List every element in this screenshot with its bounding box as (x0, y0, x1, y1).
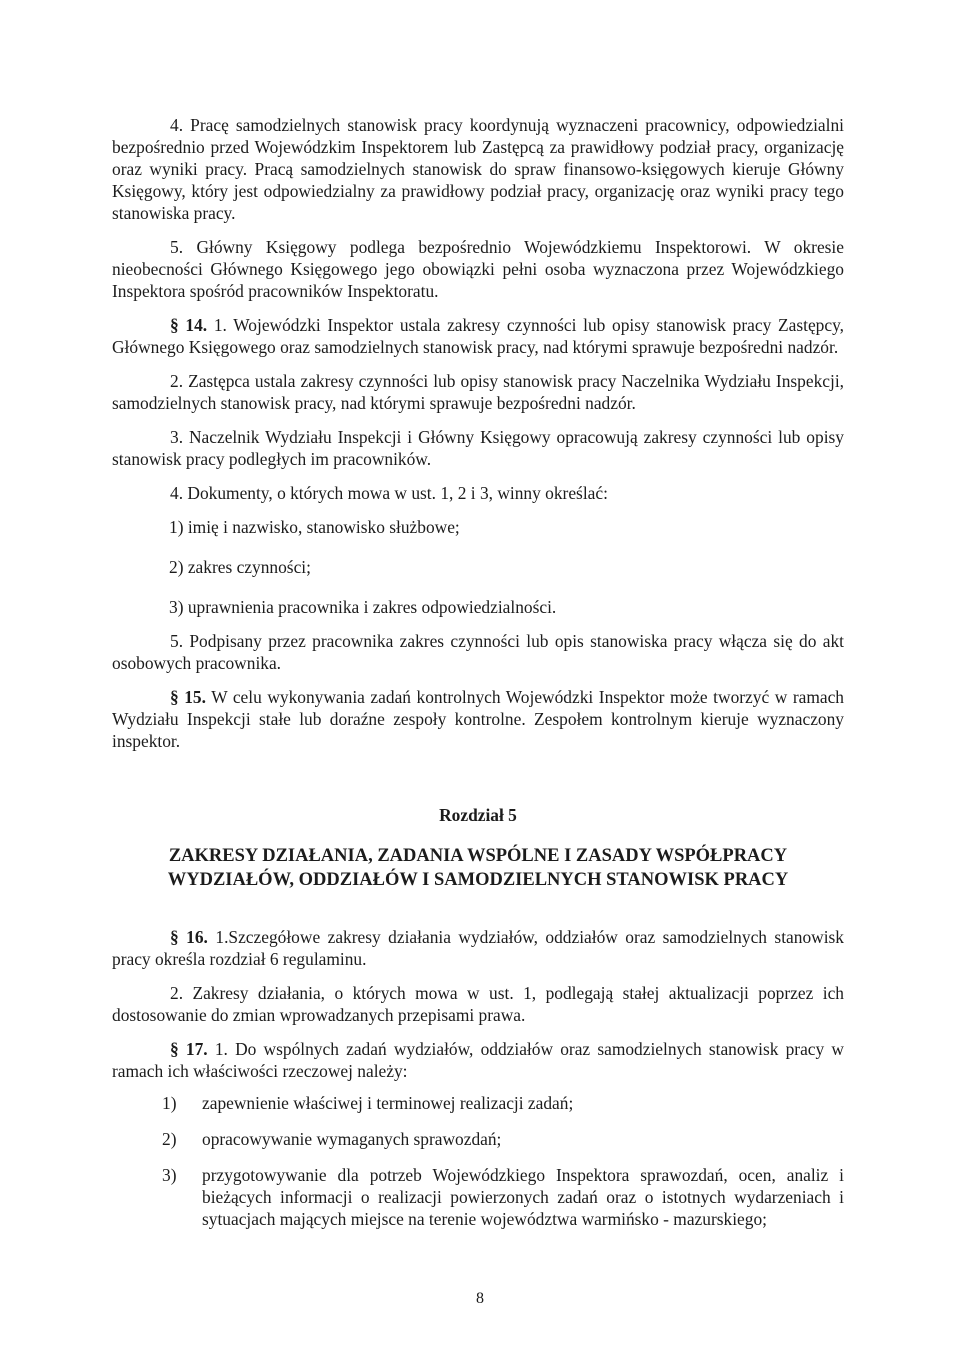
section-14-item-1: 1) imię i nazwisko, stanowisko służbowe; (169, 517, 460, 537)
list-item (162, 1092, 844, 1114)
section-16-text-1: 1.Szczegółowe zakresy działania wydziałów, oddziałów oraz samodzielnych stanowisk pracy określa rozdział 6 regulaminu. (112, 927, 844, 969)
paragraph-5: 5. Główny Księgowy podlega bezpośrednio Wojewódzkiemu Inspektorowi. W okresie nieobecności Głównego Księgowego jego obowiązki pełni osoba wyznaczona przez Wojewódzkiego Inspektora spośród pracowników Inspektoratu. (112, 237, 844, 301)
section-14-para-5: 5. Podpisany przez pracownika zakres czynności lub opis stanowiska pracy włącza się do akt osobowych pracownika. (112, 631, 844, 673)
list-item-number: 1) (162, 1093, 177, 1113)
section-15-text: W celu wykonywania zadań kontrolnych Wojewódzki Inspektor może tworzyć w ramach Wydziału Inspekcji stałe lub doraźne zespoły kontrolne. Zespołem kontrolnym kieruje wyznaczony inspektor. (112, 687, 844, 751)
section-14-para-2: 2. Zastępca ustala zakresy czynności lub opisy stanowisk pracy Naczelnika Wydziału Inspekcji, samodzielnych stanowisk pracy, nad którymi sprawuje bezpośredni nadzór. (112, 371, 844, 413)
section-15-para (112, 686, 844, 752)
section-14-text-1: 1. Wojewódzki Inspektor ustala zakresy czynności lub opisy stanowisk pracy Zastępcy, Głównego Księgowego oraz samodzielnych stanowisk pracy, nad którymi sprawuje bezpośredni nadzór. (112, 315, 844, 357)
list-item (162, 1164, 844, 1230)
section-17-number: § 17. (170, 1039, 208, 1059)
list-item-number: 3) (162, 1165, 177, 1185)
list-item-text: zapewnienie właściwej i terminowej realizacji zadań; (202, 1093, 574, 1113)
section-14-item-3: 3) uprawnienia pracownika i zakres odpowiedzialności. (169, 597, 557, 617)
section-14-para-1 (112, 314, 844, 358)
document-page (112, 114, 844, 1230)
page-number: 8 (476, 1290, 484, 1307)
section-16-para-1 (112, 926, 844, 970)
list-item (162, 1128, 844, 1150)
chapter-heading: Rozdział 5 (439, 805, 517, 825)
section-14-item-2: 2) zakres czynności; (169, 557, 311, 577)
list-item-text: przygotowywanie dla potrzeb Wojewódzkiego Inspektora sprawozdań, ocen, analiz i bieżących informacji o realizacji powierzonych zadań oraz o istotnych wydarzeniach i sytuacjach mających miejsce na terenie województwa warmińsko - mazurskiego; (202, 1165, 844, 1229)
section-16-number: § 16. (170, 927, 208, 947)
section-17-text-1: 1. Do wspólnych zadań wydziałów, oddziałów oraz samodzielnych stanowisk pracy w ramach ich właściwości rzeczowej należy: (112, 1039, 844, 1081)
section-16-para-2: 2. Zakresy działania, o których mowa w ust. 1, podlegają stałej aktualizacji poprzez ich dostosowanie do zmian wprowadzanych przepisami prawa. (112, 983, 844, 1025)
paragraph-4: 4. Pracę samodzielnych stanowisk pracy koordynują wyznaczeni pracownicy, odpowiedzialni bezpośrednio przed Wojewódzkim Inspektorem lub Zastępcą za prawidłowy podział pracy, organizację oraz wyniki pracy. Pracą samodzielnych stanowisk do spraw finansowo-księgowych kieruje Główny Księgowy, który jest odpowiedzialny za prawidłowy podział pracy, organizację oraz wyniki pracy tego stanowiska pracy. (112, 115, 844, 223)
section-17-para-1 (112, 1038, 844, 1082)
list-item-number: 2) (162, 1129, 177, 1149)
chapter-title-line-1: ZAKRESY DZIAŁANIA, ZADANIA WSPÓLNE I ZASADY WSPÓŁPRACY (168, 846, 788, 866)
section-14-para-4: 4. Dokumenty, o których mowa w ust. 1, 2 i 3, winny określać: (170, 483, 608, 503)
list-item-text: opracowywanie wymaganych sprawozdań; (202, 1129, 502, 1149)
section-14-para-3: 3. Naczelnik Wydziału Inspekcji i Główny Księgowy opracowują zakresy czynności lub opisy stanowisk pracy podległych im pracowników. (112, 427, 844, 469)
chapter-title-line-2: WYDZIAŁÓW, ODDZIAŁÓW I SAMODZIELNYCH STANOWISK PRACY (167, 870, 789, 890)
section-14-number: § 14. (170, 315, 208, 335)
section-15-number: § 15. (170, 687, 206, 707)
